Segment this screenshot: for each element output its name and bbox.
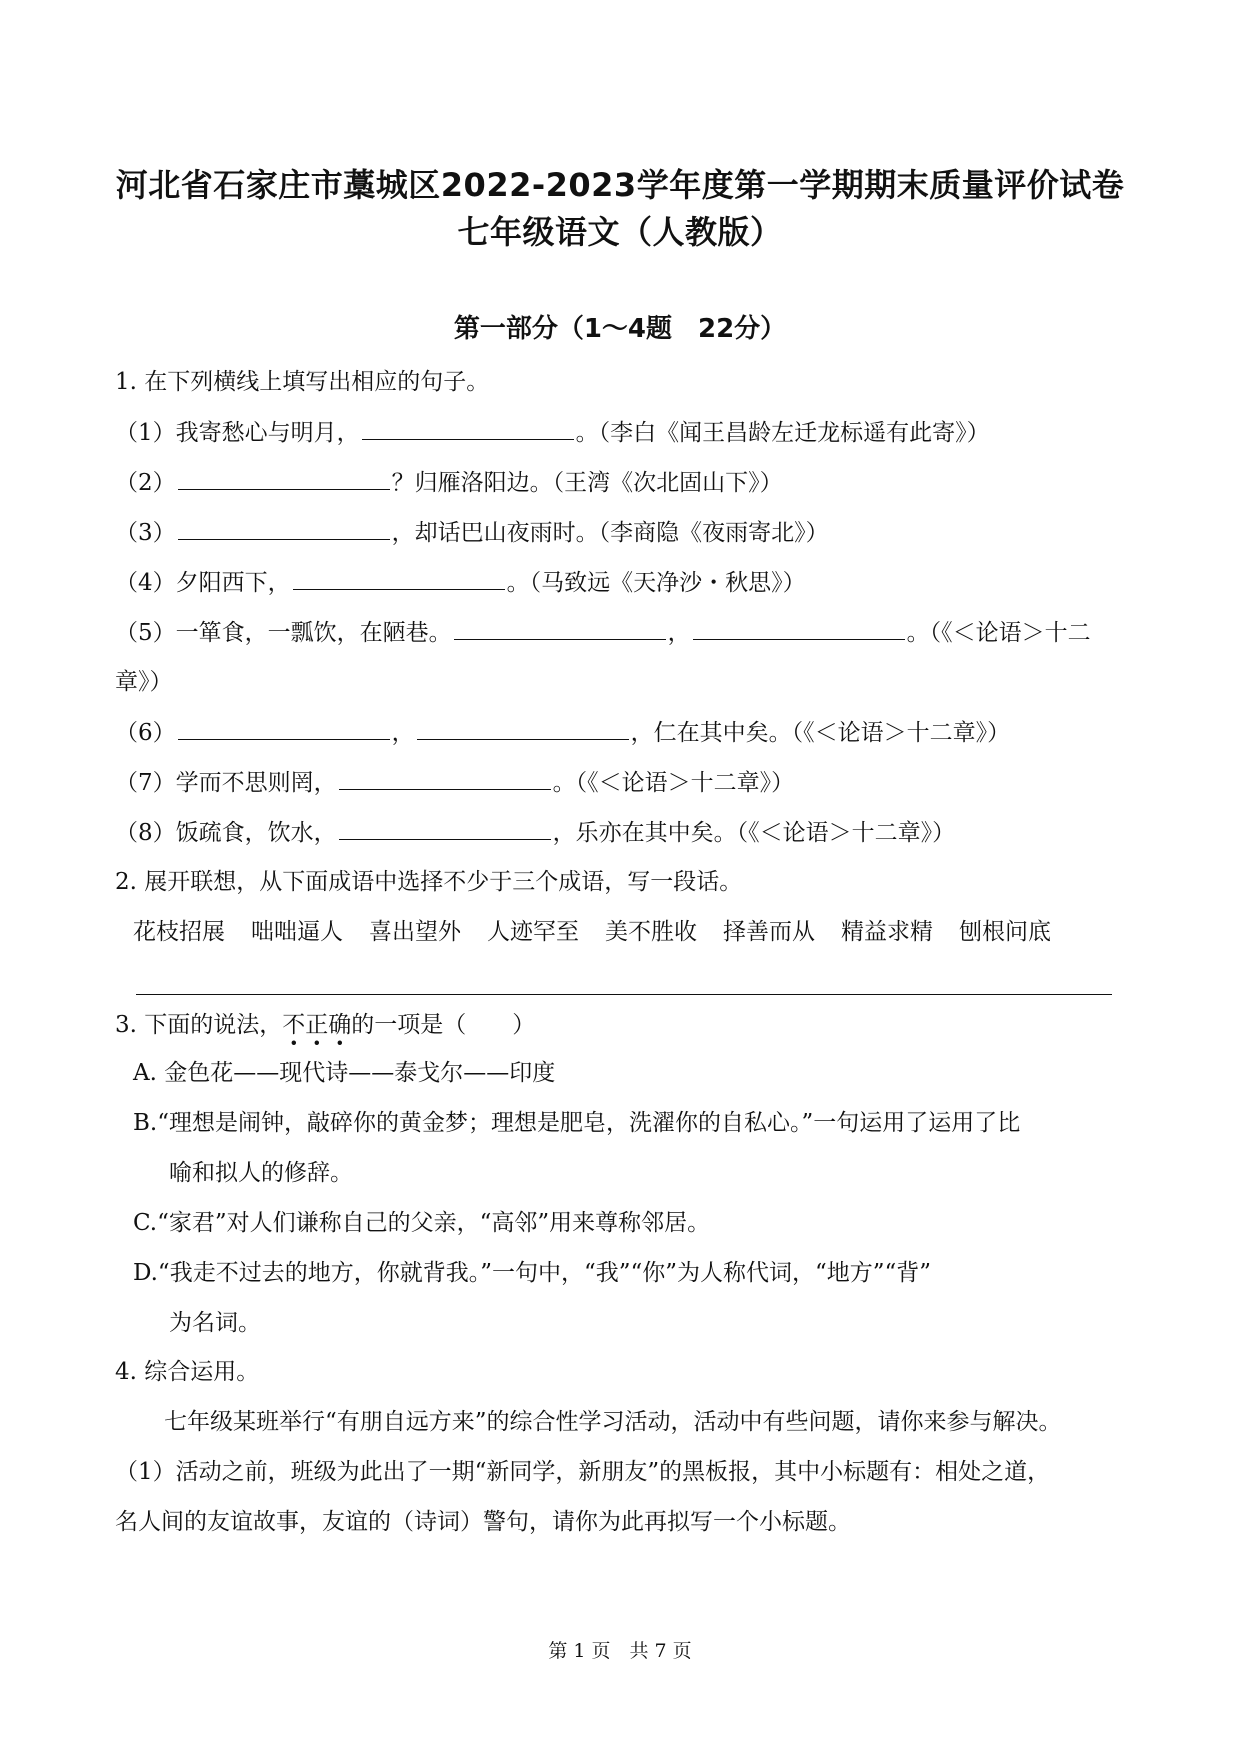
emphasis-char: 正 bbox=[305, 1012, 329, 1038]
idiom: 花枝招展 bbox=[133, 919, 225, 945]
answer-blank[interactable] bbox=[293, 567, 505, 590]
idiom: 刨根问底 bbox=[959, 919, 1051, 945]
q1-item-6: （6） ， ，仁在其中矣。（《＜论语＞十二章》） bbox=[115, 717, 1010, 748]
answer-blank[interactable] bbox=[362, 417, 574, 440]
q3-stem: 3. 下面的说法，不正确的一项是（ ） bbox=[115, 1012, 536, 1038]
answer-blank[interactable] bbox=[178, 717, 390, 740]
answer-blank[interactable] bbox=[178, 517, 390, 540]
exam-title-line1: 河北省石家庄市藁城区2022-2023学年度第一学期期末质量评价试卷 bbox=[115, 166, 1125, 204]
q3-option-d: D.“我走不过去的地方，你就背我。”一句中，“我”“你”为人称代词，“地方”“背” bbox=[133, 1260, 932, 1286]
section-title: 第一部分（1～4题 22分） bbox=[453, 314, 787, 344]
answer-blank[interactable] bbox=[339, 767, 551, 790]
emphasis-char: 确 bbox=[328, 1012, 352, 1038]
q1-item-4: （4）夕阳西下， 。（马致远《天净沙・秋思》） bbox=[115, 567, 806, 598]
answer-blank[interactable] bbox=[178, 467, 390, 490]
idiom: 咄咄逼人 bbox=[251, 919, 343, 945]
idiom: 精益求精 bbox=[841, 919, 933, 945]
q2-idiom-list bbox=[133, 917, 1077, 947]
q4-sub1: （1）活动之前，班级为此出了一期“新同学，新朋友”的黑板报，其中小标题有：相处之道， bbox=[115, 1459, 1051, 1485]
q1-stem: 1. 在下列横线上填写出相应的句子。 bbox=[115, 369, 490, 395]
answer-blank[interactable] bbox=[454, 617, 666, 640]
q4-intro: 七年级某班举行“有朋自远方来”的综合性学习活动，活动中有些问题，请你来参与解决。 bbox=[164, 1409, 1062, 1435]
idiom: 美不胜收 bbox=[605, 919, 697, 945]
q3-option-c: C.“家君”对人们谦称自己的父亲，“高邻”用来尊称邻居。 bbox=[133, 1210, 711, 1236]
q1-item-5-wrap: 章》） bbox=[115, 669, 173, 695]
q3-option-a: A. 金色花——现代诗——泰戈尔——印度 bbox=[133, 1060, 556, 1086]
q1-item-5: （5）一箪食，一瓢饮，在陋巷。 ， 。（《＜论语＞十二 bbox=[115, 617, 1091, 648]
page-footer: 第 1 页 共 7 页 bbox=[548, 1640, 692, 1662]
q1-item-7: （7）学而不思则罔， 。（《＜论语＞十二章》） bbox=[115, 767, 794, 798]
answer-blank[interactable] bbox=[693, 617, 905, 640]
answer-blank[interactable] bbox=[417, 717, 629, 740]
q1-item-1: （1）我寄愁心与明月， 。（李白《闻王昌龄左迁龙标遥有此寄》） bbox=[115, 417, 990, 448]
answer-blank[interactable] bbox=[339, 817, 551, 840]
q3-option-b: B.“理想是闹钟，敲碎你的黄金梦；理想是肥皂，洗濯你的自私心。”一句运用了运用了比 bbox=[133, 1110, 1021, 1136]
exam-title-line2: 七年级语文（人教版） bbox=[457, 213, 783, 251]
q4-stem: 4. 综合运用。 bbox=[115, 1359, 260, 1385]
q1-item-8: （8）饭疏食，饮水， ，乐亦在其中矣。（《＜论语＞十二章》） bbox=[115, 817, 955, 848]
q3-option-b-cont: 喻和拟人的修辞。 bbox=[169, 1160, 353, 1186]
q4-sub1-cont: 名人间的友谊故事，友谊的（诗词）警句，请你为此再拟写一个小标题。 bbox=[115, 1509, 851, 1535]
idiom: 喜出望外 bbox=[369, 919, 461, 945]
q1-item-3: （3） ，却话巴山夜雨时。（李商隐《夜雨寄北》） bbox=[115, 517, 829, 548]
idiom: 人迹罕至 bbox=[487, 919, 579, 945]
q1-item-2: （2） ？归雁洛阳边。（王湾《次北固山下》） bbox=[115, 467, 783, 498]
q2-stem: 2. 展开联想，从下面成语中选择不少于三个成语，写一段话。 bbox=[115, 869, 743, 895]
q3-option-d-cont: 为名词。 bbox=[169, 1310, 261, 1336]
idiom: 择善而从 bbox=[723, 919, 815, 945]
answer-line[interactable] bbox=[136, 994, 1112, 995]
emphasis-char: 不 bbox=[282, 1012, 306, 1038]
